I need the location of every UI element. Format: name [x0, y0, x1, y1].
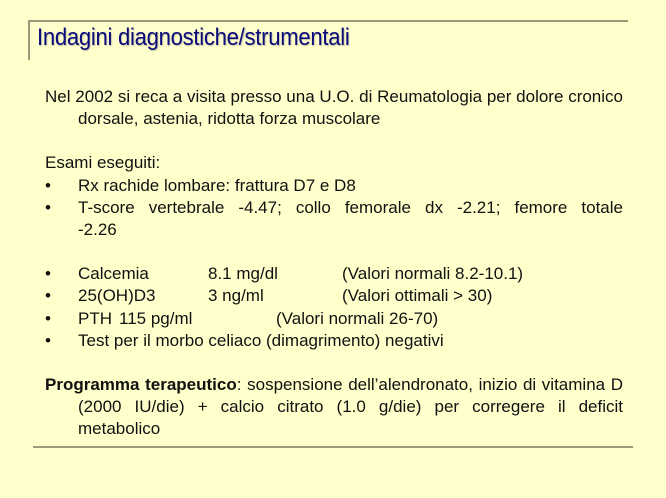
intro-paragraph: Nel 2002 si reca a visita presso una U.O. di Reumatologia per dolore cronico dorsale, astenia, ridotta forza muscolare [45, 87, 623, 129]
slide-body [45, 86, 623, 441]
lab-row-pth [45, 308, 623, 330]
bullet-icon: • [45, 308, 51, 328]
spacer [45, 352, 623, 374]
celiac-test-item [45, 330, 623, 352]
therapy-text: sospensione dell’alendronato, inizio di vitamina D (2000 IU/die) + calcio citrato (1.0 g/die) per corregere il deficit metabolico [78, 374, 624, 439]
bullet-icon: • [45, 197, 51, 217]
lab-reference: (Valori normali 26-70) [276, 308, 439, 328]
exam-item-xray [45, 175, 623, 197]
slide-title: Indagini diagnostiche/strumentali [37, 24, 350, 51]
lab-reference: (Valori normali 8.2-10.1) [342, 264, 524, 284]
lab-value: 8.1 mg/dl [208, 264, 278, 284]
bottom-rule [33, 446, 633, 448]
lab-row-vitamin-d [45, 285, 623, 307]
lab-value: 115 pg/ml [119, 308, 193, 328]
exam-item-text: T-score vertebrale -4.47; collo femorale dx -2.21; femore totale -2.26 [78, 197, 623, 240]
therapy-separator: : [236, 374, 242, 394]
exams-heading: Esami eseguiti: [45, 153, 161, 173]
exam-item-tscore [45, 197, 623, 241]
therapy-label: Programma terapeutico [45, 374, 237, 394]
lab-name: PTH [78, 308, 112, 328]
bullet-icon: • [45, 264, 51, 284]
bullet-icon: • [45, 330, 51, 350]
exam-item-text: Rx rachide lombare: frattura D7 e D8 [78, 175, 356, 195]
bullet-icon: • [45, 175, 51, 195]
therapy-paragraph [45, 374, 623, 441]
celiac-test-text: Test per il morbo celiaco (dimagrimento) negativi [78, 330, 444, 350]
lab-name: Calcemia [78, 264, 149, 284]
lab-name: 25(OH)D3 [78, 286, 156, 306]
spacer [45, 130, 623, 152]
lab-reference: (Valori ottimali > 30) [342, 286, 493, 306]
bullet-icon: • [45, 286, 51, 306]
lab-row-calcemia [45, 263, 623, 285]
spacer [45, 241, 623, 263]
lab-value: 3 ng/ml [208, 286, 264, 306]
